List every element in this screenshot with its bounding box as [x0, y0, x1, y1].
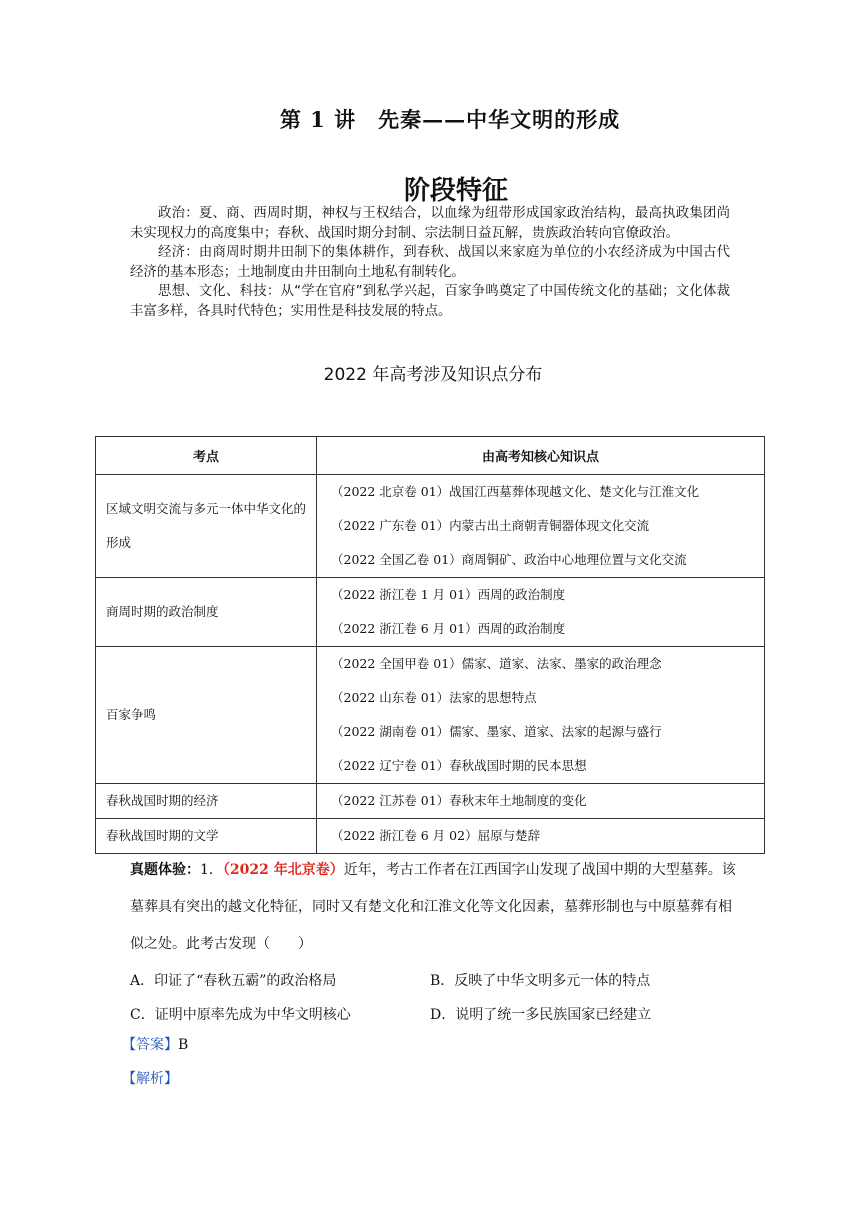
- table-row: [96, 647, 765, 784]
- intro-paragraphs: [130, 204, 730, 321]
- row-topic: 百家争鸣: [96, 647, 317, 784]
- option-d: D．说明了统一多民族国家已经建立: [430, 1007, 652, 1023]
- options-row: [130, 998, 750, 1032]
- row-topic: 春秋战国时期的文学: [96, 819, 317, 854]
- table-row: [96, 578, 765, 647]
- row-item: （2022 湖南卷 01）儒家、墨家、道家、法家的起源与盛行: [331, 724, 662, 739]
- question-text: 近年，考古工作者在江西国字山发现了战国中期的大型墓葬。该墓葬具有突出的越文化特征，同时又有楚文化和江淮文化等文化因素，墓葬形制也与中原墓葬有相似之处。此考古发现（ ）: [130, 862, 736, 952]
- row-items: [317, 475, 765, 578]
- row-topic: 商周时期的政治制度: [96, 578, 317, 647]
- question-source: （2022 年北京卷）: [222, 862, 344, 878]
- table-row: [96, 784, 765, 819]
- question-options: [130, 964, 750, 1032]
- question-label: 真题体验：: [130, 862, 200, 878]
- row-item: （2022 全国甲卷 01）儒家、道家、法家、墨家的政治理念: [331, 656, 662, 671]
- row-items: [317, 819, 765, 854]
- row-item: （2022 浙江卷 1 月 01）西周的政治制度: [331, 587, 566, 602]
- row-item: （2022 江苏卷 01）春秋末年土地制度的变化: [331, 793, 587, 808]
- row-item: （2022 北京卷 01）战国江西墓葬体现越文化、楚文化与江淮文化: [331, 484, 700, 499]
- table-row: [96, 475, 765, 578]
- knowledge-table: [95, 436, 765, 854]
- answer-value: B: [178, 1037, 189, 1053]
- row-item: （2022 广东卷 01）内蒙古出土商朝青铜器体现文化交流: [331, 518, 650, 533]
- options-row: [130, 964, 750, 998]
- row-item: （2022 辽宁卷 01）春秋战国时期的民本思想: [331, 758, 587, 773]
- answer-tag: 【答案】: [122, 1037, 178, 1053]
- row-item: （2022 山东卷 01）法家的思想特点: [331, 690, 537, 705]
- header-items: 由高考知核心知识点: [317, 437, 765, 475]
- analysis-tag: 【解析】: [122, 1071, 178, 1087]
- row-item: （2022 浙江卷 6 月 01）西周的政治制度: [331, 621, 566, 636]
- page-title: 第 1 讲 先秦——中华文明的形成: [279, 107, 621, 132]
- section-title: 阶段特征: [403, 176, 508, 206]
- row-items: [317, 784, 765, 819]
- option-a: A．印证了“春秋五霸”的政治格局: [130, 973, 337, 989]
- table-row: [96, 819, 765, 854]
- row-item: （2022 浙江卷 6 月 02）屈原与楚辞: [331, 828, 541, 843]
- question-block: [130, 852, 740, 963]
- answer-line: [122, 1034, 188, 1054]
- intro-politics: 政治：夏、商、西周时期，神权与王权结合，以血缘为纽带形成国家政治结构，最高执政集团尚未实现权力的高度集中；春秋、战国时期分封制、宗法制日益瓦解，贵族政治转向官僚政治。: [130, 206, 730, 241]
- row-topic: 春秋战国时期的经济: [96, 784, 317, 819]
- option-c: C．证明中原率先成为中华文明核心: [130, 1007, 351, 1023]
- row-topic: 区域文明交流与多元一体中华文化的形成: [96, 475, 317, 578]
- intro-culture: 思想、文化、科技：从“学在官府”到私学兴起，百家争鸣奠定了中国传统文化的基础；文化体裁丰富多样，各具时代特色；实用性是科技发展的特点。: [130, 284, 730, 319]
- row-items: [317, 647, 765, 784]
- distribution-title: 2022 年高考涉及知识点分布: [323, 365, 543, 385]
- intro-economy: 经济：由商周时期井田制下的集体耕作，到春秋、战国以来家庭为单位的小农经济成为中国古代经济的基本形态；土地制度由井田制向土地私有制转化。: [130, 245, 730, 280]
- question-number: 1．: [200, 862, 223, 878]
- row-item: （2022 全国乙卷 01）商周铜矿、政治中心地理位置与文化交流: [331, 552, 687, 567]
- table-header-row: [96, 437, 765, 475]
- header-topic: 考点: [96, 437, 317, 475]
- row-items: [317, 578, 765, 647]
- option-b: B．反映了中华文明多元一体的特点: [430, 973, 651, 989]
